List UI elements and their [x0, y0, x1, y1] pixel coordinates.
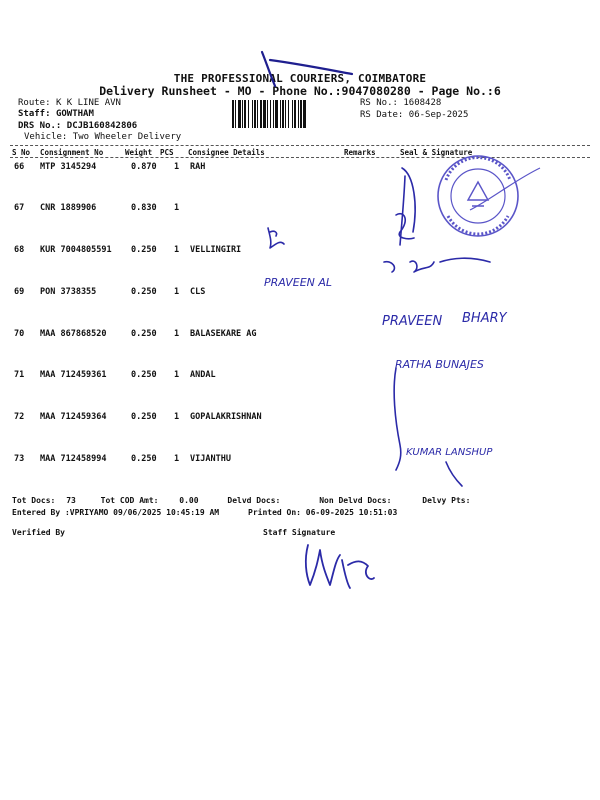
stamp-slash	[470, 168, 540, 210]
row-pcs: 1	[174, 287, 180, 297]
row-sno: 72	[14, 412, 25, 422]
row-sno: 66	[14, 162, 25, 172]
row-consignee: VELLINGIRI	[190, 245, 242, 255]
route-value: K K LINE AVN	[55, 98, 121, 108]
row-consignment: MAA 712459361	[40, 370, 107, 380]
rs-no-value: 1608428	[403, 98, 442, 108]
pen-stroke-line-71	[394, 368, 401, 470]
staff-value: GOWTHAM	[55, 109, 94, 119]
verified-by: Verified By	[12, 528, 65, 537]
stamp-ring-outer	[438, 156, 518, 236]
row-sno: 73	[14, 454, 25, 464]
row-weight: 0.250	[131, 454, 157, 464]
rs-date-value: 06-Sep-2025	[408, 110, 469, 120]
row-pcs: 1	[174, 245, 180, 255]
signature-handwriting-73: KUMAR LANSHUP	[406, 447, 493, 458]
stamp-emblem	[468, 182, 488, 206]
row-consignee: RAH	[190, 162, 206, 172]
rs-no-label: RS No.:	[360, 98, 398, 108]
pen-stroke-signature-66	[400, 168, 415, 245]
row-pcs: 1	[174, 370, 180, 380]
row-consignee: ANDAL	[190, 370, 216, 380]
row-consignment: MAA 867868520	[40, 329, 107, 339]
row-consignment: MTP 3145294	[40, 162, 97, 172]
row-weight: 0.830	[131, 203, 157, 213]
route-label: Route:	[18, 98, 51, 108]
runsheet-title: Delivery Runsheet - MO - Phone No.:9047080280 - Page No.:6	[99, 84, 501, 98]
row-pcs: 1	[174, 162, 180, 172]
row-consignment: MAA 712459364	[40, 412, 107, 422]
drs-label: DRS No.:	[18, 121, 62, 131]
tot-docs-value: 73	[66, 496, 76, 505]
row-sno: 71	[14, 370, 25, 380]
bank-stamp	[438, 156, 540, 236]
vehicle-label: Vehicle:	[24, 132, 68, 142]
row-sno: 68	[14, 245, 25, 255]
pen-stroke-title	[262, 52, 352, 86]
row-pcs: 1	[174, 454, 180, 464]
staff-signature-label: Staff Signature	[263, 528, 336, 537]
staff-label: Staff:	[18, 109, 51, 119]
col-remarks: Remarks	[344, 148, 376, 157]
row-pcs: 1	[174, 329, 180, 339]
delvy-pts-label: Delvy Pts:	[422, 496, 471, 505]
delvd-docs-label: Delvd Docs:	[227, 496, 281, 505]
row-consignee: BALASEKARE AG	[190, 329, 257, 339]
col-consignment: Consignment No	[40, 148, 104, 157]
signature-handwriting-71: RATHA BUNAJES	[395, 358, 484, 371]
vehicle-value: Two Wheeler Delivery	[72, 132, 182, 142]
row-consignment: PON 3738355	[40, 287, 97, 297]
row-weight: 0.870	[131, 162, 157, 172]
row-weight: 0.250	[131, 370, 157, 380]
row-pcs: 1	[174, 412, 180, 422]
row-sno: 69	[14, 287, 25, 297]
row-consignment: MAA 712458994	[40, 454, 107, 464]
row-consignment: CNR 1889906	[40, 203, 97, 213]
printed-on: Printed On: 06-09-2025 10:51:03	[248, 508, 398, 517]
col-seal: Seal & Signature	[400, 148, 473, 157]
staff-signature-scribble	[306, 545, 374, 588]
rs-date-label: RS Date:	[360, 110, 404, 120]
row-consignee: VIJANTHU	[190, 454, 231, 464]
pen-stroke-line-73	[446, 462, 462, 486]
signature-handwriting-70: BHARY	[462, 311, 507, 326]
drs-value: DCJB160842806	[66, 121, 138, 131]
company-name: THE PROFESSIONAL COURIERS, COIMBATORE	[173, 72, 427, 85]
row-sno: 67	[14, 203, 25, 213]
tot-cod-label: Tot COD Amt:	[100, 496, 159, 505]
signature-handwriting-69: PRAVEEN	[382, 314, 443, 329]
row-weight: 0.250	[131, 329, 157, 339]
row-pcs: 1	[174, 203, 180, 213]
row-weight: 0.250	[131, 287, 157, 297]
tot-docs-label: Tot Docs:	[12, 496, 56, 505]
stamp-ring-inner	[451, 169, 505, 223]
row-weight: 0.250	[131, 412, 157, 422]
tot-cod-value: 0.00	[179, 496, 199, 505]
row-consignee: GOPALAKRISHNAN	[190, 412, 262, 422]
pen-stroke-signature-68	[384, 258, 490, 272]
col-pcs: PCS	[160, 148, 174, 157]
col-sno: S No	[12, 148, 31, 157]
row-sno: 70	[14, 329, 25, 339]
row-consignment: KUR 7004805591	[40, 245, 112, 255]
row-consignee: CLS	[190, 287, 206, 297]
pen-stroke-signature-67	[396, 214, 414, 239]
entered-by: Entered By :VPRIYAMO 09/06/2025 10:45:19 AM	[12, 508, 220, 517]
col-consignee: Consignee Details	[188, 148, 265, 157]
pen-stroke-initial-68	[268, 228, 284, 248]
remark-handwriting-69: PRAVEEN AL	[264, 276, 333, 289]
col-weight: Weight	[125, 148, 153, 157]
non-delvd-docs-label: Non Delvd Docs:	[319, 496, 392, 505]
row-weight: 0.250	[131, 245, 157, 255]
